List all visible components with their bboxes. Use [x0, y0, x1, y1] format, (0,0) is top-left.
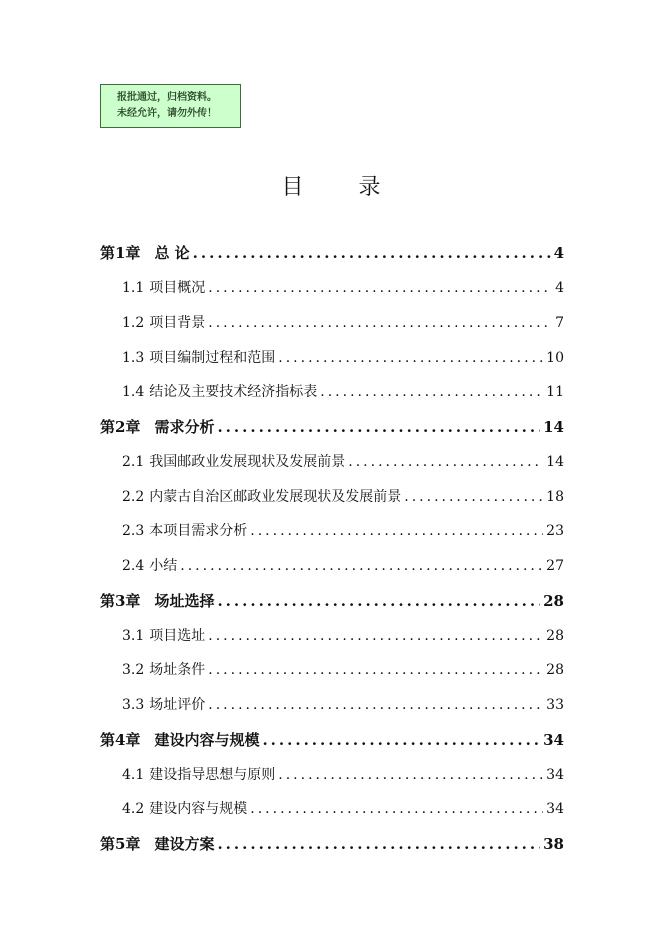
- toc-leader: [217, 416, 540, 438]
- toc-page: 4: [553, 244, 564, 262]
- toc-leader: [278, 764, 543, 786]
- toc-label: 内蒙古自治区邮政业发展现状及发展前景: [149, 489, 402, 505]
- toc-section-1-4[interactable]: [122, 381, 564, 403]
- toc-label: 场址选择: [154, 592, 215, 610]
- toc-leader: [180, 555, 543, 577]
- toc-page: 28: [546, 628, 564, 644]
- toc-number: 2.1: [122, 454, 145, 470]
- toc-page: 34: [546, 767, 564, 783]
- stamp-line-2: 未经允许，请勿外传！: [117, 108, 217, 119]
- toc-page: 28: [543, 592, 564, 610]
- toc-section-1-2[interactable]: [122, 312, 564, 334]
- toc-label: 项目背景: [149, 315, 206, 331]
- toc-chapter-5[interactable]: [100, 833, 564, 855]
- toc-number: 4.2: [122, 801, 145, 817]
- toc-label: 场址条件: [149, 662, 206, 678]
- toc-label: 需求分析: [154, 418, 215, 436]
- toc-chapter-1[interactable]: [100, 242, 564, 264]
- toc-label: 总 论: [154, 244, 190, 262]
- toc-label: 项目概况: [149, 280, 206, 296]
- toc-page: 28: [546, 662, 564, 678]
- toc-number: 1.1: [122, 280, 145, 296]
- toc-page: 27: [546, 558, 564, 574]
- toc-section-2-2[interactable]: [122, 486, 564, 508]
- toc-chapter-3[interactable]: [100, 590, 564, 612]
- toc-number: 第4章: [100, 731, 141, 749]
- stamp-line-1: 报批通过，归档资料。: [117, 92, 217, 103]
- toc-number: 第1章: [100, 244, 141, 262]
- toc-label: 结论及主要技术经济指标表: [149, 384, 318, 400]
- toc-leader: [320, 381, 543, 403]
- toc-section-1-1[interactable]: [122, 277, 564, 299]
- toc-number: 3.3: [122, 697, 145, 713]
- toc-label: 项目选址: [149, 628, 206, 644]
- toc-leader: [250, 520, 543, 542]
- toc-leader: [217, 833, 540, 855]
- toc-number: 第5章: [100, 835, 141, 853]
- toc-page: 11: [546, 384, 564, 400]
- toc-leader: [208, 625, 543, 647]
- toc-label: 建设指导思想与原则: [149, 767, 276, 783]
- toc-leader: [208, 277, 552, 299]
- toc-section-4-1[interactable]: [122, 764, 564, 786]
- toc-page: 38: [543, 835, 564, 853]
- toc-leader: [404, 486, 543, 508]
- toc-leader: [348, 451, 543, 473]
- toc-leader: [208, 659, 543, 681]
- toc-label: 建设方案: [154, 835, 215, 853]
- toc-number: 4.1: [122, 767, 145, 783]
- toc-section-2-4[interactable]: [122, 555, 564, 577]
- toc-label: 本项目需求分析: [149, 523, 248, 539]
- toc-number: 3.2: [122, 662, 145, 678]
- toc-page: 18: [546, 489, 564, 505]
- toc-section-3-2[interactable]: [122, 659, 564, 681]
- toc-label: 建设内容与规模: [154, 731, 260, 749]
- toc-leader: [278, 347, 543, 369]
- toc-leader: [208, 694, 543, 716]
- page-title: 目 录: [281, 175, 405, 200]
- toc-number: 1.2: [122, 315, 145, 331]
- toc-number: 3.1: [122, 628, 145, 644]
- toc-chapter-4[interactable]: [100, 729, 564, 751]
- toc-label: 项目编制过程和范围: [149, 350, 276, 366]
- toc-leader: [217, 590, 540, 612]
- toc-leader: [208, 312, 552, 334]
- toc-number: 2.4: [122, 558, 145, 574]
- toc-section-4-2[interactable]: [122, 798, 564, 820]
- toc-chapter-2[interactable]: [100, 416, 564, 438]
- toc-label: 小结: [149, 558, 178, 574]
- toc-page: 33: [546, 697, 564, 713]
- toc-page: 4: [555, 280, 564, 296]
- toc-section-1-3[interactable]: [122, 347, 564, 369]
- toc-number: 1.3: [122, 350, 145, 366]
- toc-page: 34: [546, 801, 564, 817]
- toc-leader: [250, 798, 543, 820]
- toc-section-3-3[interactable]: [122, 694, 564, 716]
- toc-page: 14: [543, 418, 564, 436]
- toc-number: 2.3: [122, 523, 145, 539]
- toc-page: 34: [543, 731, 564, 749]
- approval-stamp: [100, 84, 241, 128]
- toc-page: 10: [546, 350, 564, 366]
- toc-number: 1.4: [122, 384, 145, 400]
- toc-number: 2.2: [122, 489, 145, 505]
- toc-page: 7: [555, 315, 564, 331]
- toc-label: 场址评价: [149, 697, 206, 713]
- toc-number: 第2章: [100, 418, 141, 436]
- toc-leader: [193, 242, 551, 264]
- toc-page: 14: [546, 454, 564, 470]
- toc-page: 23: [546, 523, 564, 539]
- toc-number: 第3章: [100, 592, 141, 610]
- toc-section-2-1[interactable]: [122, 451, 564, 473]
- toc-leader: [262, 729, 540, 751]
- toc-label: 建设内容与规模: [149, 801, 248, 817]
- toc-label: 我国邮政业发展现状及发展前景: [149, 454, 346, 470]
- toc-section-2-3[interactable]: [122, 520, 564, 542]
- toc-section-3-1[interactable]: [122, 625, 564, 647]
